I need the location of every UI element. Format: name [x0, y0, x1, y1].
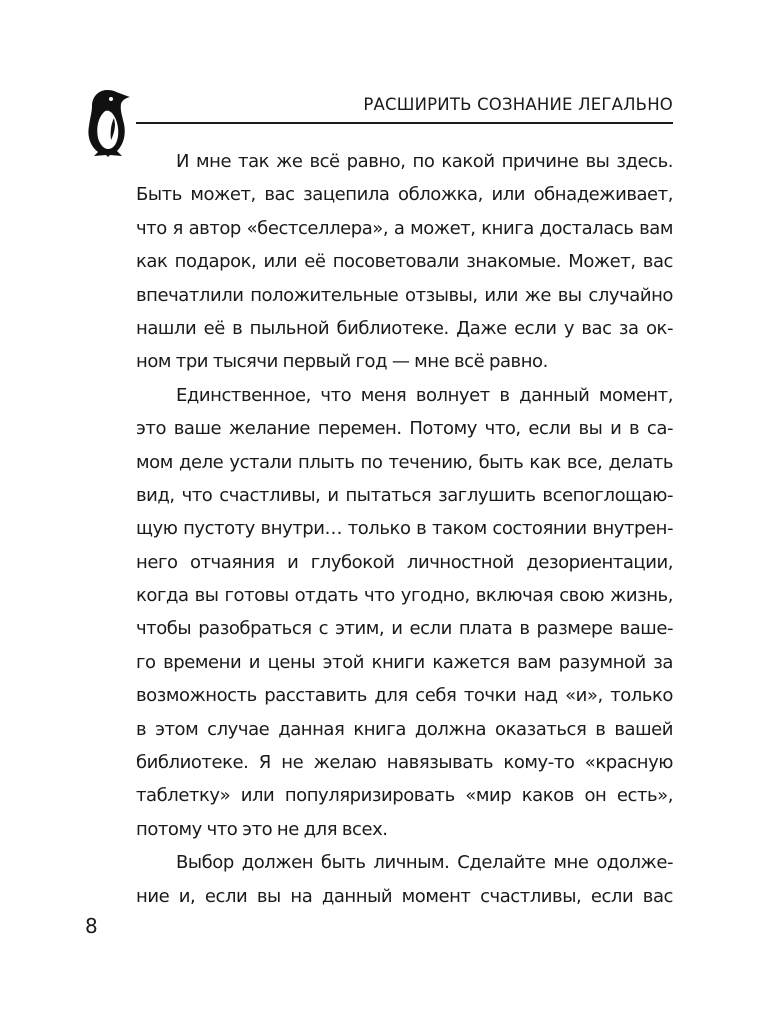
running-title: РАСШИРИТЬ СОЗНАНИЕ ЛЕГАЛЬНО: [363, 95, 673, 114]
text-line: щую пустоту внутри… только в таком состоянии внутрен-: [136, 518, 673, 540]
text-line: в этом случае данная книга должна оказаться в вашей: [136, 718, 673, 740]
header-rule: [136, 122, 673, 124]
text-line: что я автор «бестселлера», а может, книга досталась вам: [136, 217, 673, 239]
text-line: го времени и цены этой книги кажется вам разумной за: [136, 651, 673, 673]
text-line: Выбор должен быть личным. Сделайте мне одолже-: [176, 852, 673, 874]
text-line: чтобы разобраться с этим, и если плата в размере ваше-: [136, 618, 673, 640]
text-line: библиотеке. Я не желаю навязывать кому-то «красную: [136, 752, 673, 774]
text-line: Единственное, что меня волнует в данный момент,: [176, 384, 673, 406]
text-line: нашли её в пыльной библиотеке. Даже если у вас за ок-: [136, 317, 673, 339]
penguin-icon: [84, 88, 132, 158]
text-line: как подарок, или её посоветовали знакомые. Может, вас: [136, 251, 673, 273]
text-line: возможность расставить для себя точки над «и», только: [136, 685, 673, 707]
text-line: это ваше желание перемен. Потому что, если вы и в са-: [136, 418, 673, 440]
text-line: впечатлили положительные отзывы, или же вы случайно: [136, 284, 673, 306]
page-number: 8: [85, 914, 98, 938]
text-line: потому что это не для всех.: [136, 818, 388, 840]
text-line: вид, что счастливы, и пытаться заглушить всепоглощаю-: [136, 484, 673, 506]
text-line: него отчаяния и глубокой личностной дезориентации,: [136, 551, 673, 573]
text-line: когда вы готовы отдать что угодно, включая свою жизнь,: [136, 585, 673, 607]
text-line: мом деле устали плыть по течению, быть как все, делать: [136, 451, 673, 473]
text-line: ном три тысячи первый год — мне всё равно.: [136, 351, 548, 373]
text-line: ние и, если вы на данный момент счастливы, если вас: [136, 885, 673, 907]
text-line: таблетку» или популяризировать «мир каков он есть»,: [136, 785, 673, 807]
text-line: И мне так же всё равно, по какой причине вы здесь.: [176, 151, 673, 172]
body-text: [136, 145, 673, 913]
text-line: Быть может, вас зацепила обложка, или обнадеживает,: [136, 184, 673, 206]
